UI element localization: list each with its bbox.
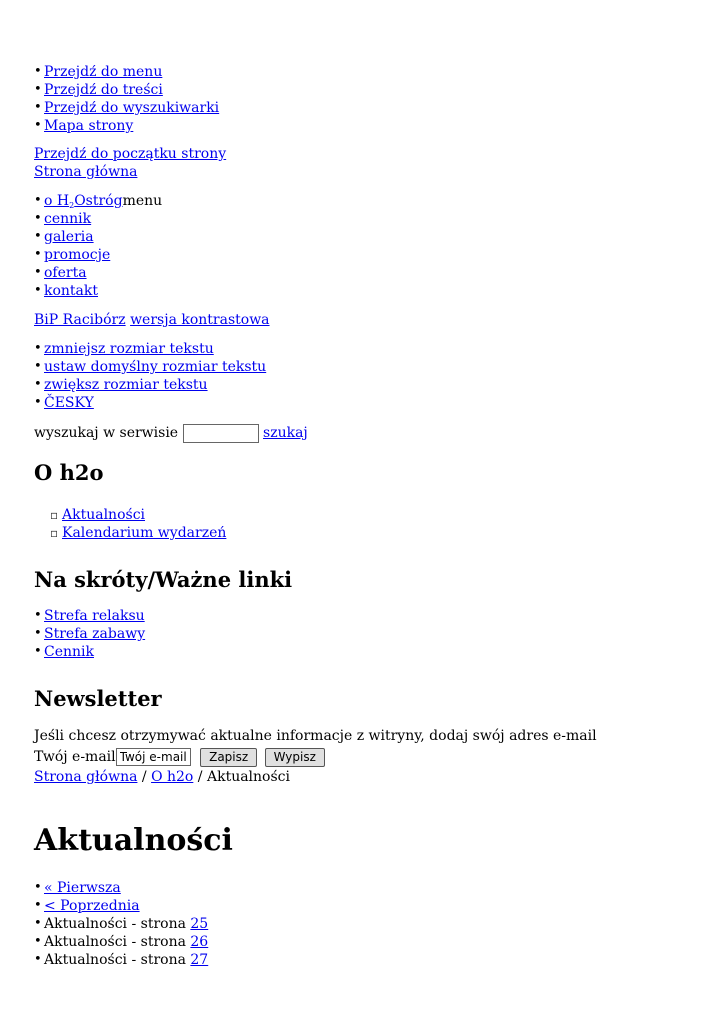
search-input[interactable] bbox=[183, 424, 259, 443]
pager-page-label: Aktualności - strona bbox=[44, 934, 186, 950]
pager bbox=[34, 879, 694, 969]
pager-item bbox=[34, 951, 694, 969]
search-submit-link[interactable]: szukaj bbox=[263, 425, 308, 441]
main-menu bbox=[34, 192, 694, 300]
pager-prev-link[interactable]: < Poprzednia bbox=[44, 898, 140, 914]
list-item bbox=[34, 358, 694, 376]
pager-page-link[interactable]: 25 bbox=[190, 916, 209, 932]
pager-page-link[interactable]: 26 bbox=[190, 934, 209, 950]
o-h2o-submenu bbox=[34, 506, 694, 542]
pager-item bbox=[34, 915, 694, 933]
menu-item-prices bbox=[34, 210, 694, 228]
text-size-tools bbox=[34, 340, 694, 412]
pager-item bbox=[34, 897, 694, 915]
list-item bbox=[34, 394, 694, 412]
breadcrumb-separator: / bbox=[141, 769, 147, 785]
contact-link[interactable]: kontakt bbox=[44, 283, 99, 299]
breadcrumb-home-link[interactable]: Strona główna bbox=[34, 769, 138, 785]
page-title: Aktualności bbox=[34, 823, 233, 858]
gallery-link[interactable]: galeria bbox=[44, 229, 94, 245]
list-item bbox=[34, 99, 694, 117]
list-item bbox=[34, 524, 694, 542]
about-link-prefix: o H bbox=[44, 193, 70, 209]
subscribe-button[interactable]: Zapisz bbox=[200, 748, 257, 767]
email-label: Twój e-mail bbox=[34, 749, 116, 765]
decrease-text-link[interactable]: zmniejsz rozmiar tekstu bbox=[44, 341, 214, 357]
section-title-o-h2o: O h2o bbox=[34, 460, 104, 485]
section-title-shortcuts: Na skróty/Ważne linki bbox=[34, 567, 293, 592]
unsubscribe-button[interactable]: Wypisz bbox=[265, 748, 325, 767]
pager-page-link[interactable]: 27 bbox=[190, 952, 209, 968]
menu-item-contact bbox=[34, 282, 694, 300]
about-link[interactable] bbox=[44, 193, 123, 209]
breadcrumb bbox=[34, 768, 694, 786]
breadcrumb-parent-link[interactable]: O h2o bbox=[151, 769, 194, 785]
prices-link[interactable]: cennik bbox=[44, 211, 92, 227]
increase-text-link[interactable]: zwiększ rozmiar tekstu bbox=[44, 377, 208, 393]
menu-label: menu bbox=[122, 193, 163, 209]
breadcrumb-separator: / bbox=[197, 769, 203, 785]
skip-links bbox=[34, 63, 694, 135]
events-calendar-link[interactable]: Kalendarium wydarzeń bbox=[62, 525, 227, 541]
menu-item-gallery bbox=[34, 228, 694, 246]
skip-to-search-link[interactable]: Przejdź do wyszukiwarki bbox=[44, 100, 220, 116]
pager-page-label: Aktualności - strona bbox=[44, 952, 186, 968]
list-item bbox=[34, 376, 694, 394]
czech-language-link[interactable]: ČESKY bbox=[44, 395, 94, 411]
search-row bbox=[34, 423, 694, 443]
list-item bbox=[34, 117, 694, 135]
back-to-top-row bbox=[34, 145, 694, 163]
about-link-suffix: Ostróg bbox=[74, 193, 123, 209]
default-text-link[interactable]: ustaw domyślny rozmiar tekstu bbox=[44, 359, 267, 375]
list-item bbox=[34, 506, 694, 524]
menu-item-promotions bbox=[34, 246, 694, 264]
relax-zone-link[interactable]: Strefa relaksu bbox=[44, 608, 145, 624]
pager-item bbox=[34, 933, 694, 951]
pager-first-link[interactable]: « Pierwsza bbox=[44, 880, 121, 896]
list-item bbox=[34, 340, 694, 358]
home-row bbox=[34, 163, 694, 181]
back-to-top-link[interactable]: Przejdź do początku strony bbox=[34, 146, 227, 162]
section-title-newsletter: Newsletter bbox=[34, 686, 162, 711]
page-wrapper bbox=[34, 0, 694, 969]
about-link-sub: 2 bbox=[69, 201, 75, 210]
prices-shortcut-link[interactable]: Cennik bbox=[44, 644, 94, 660]
menu-item-about bbox=[34, 192, 694, 210]
list-item bbox=[34, 81, 694, 99]
bip-link[interactable]: BiP Racibórz bbox=[34, 312, 126, 328]
sitemap-link[interactable]: Mapa strony bbox=[44, 118, 134, 134]
list-item bbox=[34, 643, 694, 661]
skip-to-content-link[interactable]: Przejdź do treści bbox=[44, 82, 163, 98]
list-item bbox=[34, 63, 694, 81]
newsletter-form bbox=[34, 747, 694, 767]
contrast-version-link[interactable]: wersja kontrastowa bbox=[130, 312, 270, 328]
skip-to-menu-link[interactable]: Przejdź do menu bbox=[44, 64, 163, 80]
search-label: wyszukaj w serwisie bbox=[34, 425, 179, 441]
menu-item-offer bbox=[34, 264, 694, 282]
breadcrumb-current: Aktualności bbox=[206, 769, 290, 785]
fun-zone-link[interactable]: Strefa zabawy bbox=[44, 626, 146, 642]
promotions-link[interactable]: promocje bbox=[44, 247, 111, 263]
shortcuts-list bbox=[34, 607, 694, 661]
extra-links-row bbox=[34, 311, 694, 329]
list-item bbox=[34, 625, 694, 643]
news-link[interactable]: Aktualności bbox=[62, 507, 146, 523]
pager-page-label: Aktualności - strona bbox=[44, 916, 186, 932]
email-input[interactable] bbox=[116, 748, 191, 766]
offer-link[interactable]: oferta bbox=[44, 265, 87, 281]
pager-item bbox=[34, 879, 694, 897]
home-link[interactable]: Strona główna bbox=[34, 164, 138, 180]
newsletter-description: Jeśli chcesz otrzymywać aktualne informacje z witryny, dodaj swój adres e-mail bbox=[34, 728, 597, 744]
list-item bbox=[34, 607, 694, 625]
